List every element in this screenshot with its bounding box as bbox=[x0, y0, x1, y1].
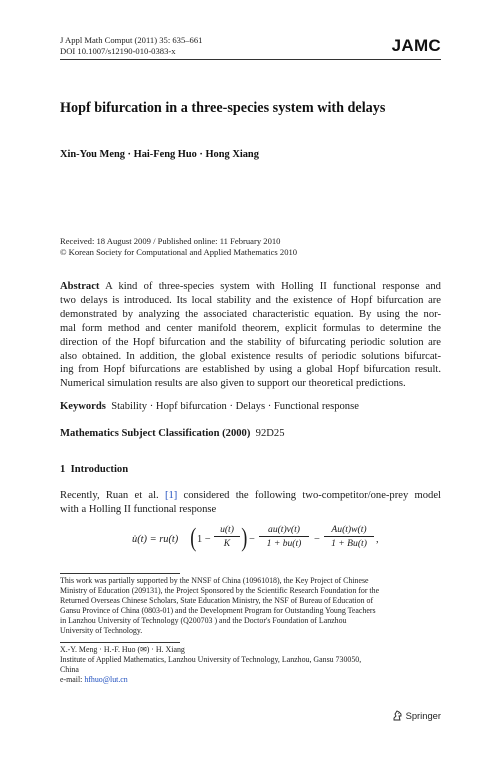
keywords-text: Stability · Hopf bifurcation · Delays · Functional response bbox=[111, 401, 359, 412]
publisher-name: Springer bbox=[405, 710, 441, 721]
affiliation-block bbox=[60, 645, 361, 685]
fraction-denominator: 1 + bu(t) bbox=[266, 538, 302, 549]
footnote-line: in Lanzhou University of Technology (Q200703 ) and the Doctor's Foundation of Lanzhou bbox=[60, 616, 347, 626]
keywords bbox=[60, 400, 441, 414]
abstract-line: Numerical simulation results are also given to support our theoretical predictions. bbox=[60, 378, 406, 390]
equation-right-paren: ) bbox=[241, 523, 248, 552]
copyright-notice: © Korean Society for Computational and Applied Mathematics 2010 bbox=[60, 247, 298, 257]
footnote-line: Gansu Province of China (0803-01) and the Development Program for Outstanding Young Teachers bbox=[60, 606, 376, 616]
author-list: Xin-You Meng · Hai-Feng Huo · Hong Xiang bbox=[60, 149, 259, 160]
equation-minus: − bbox=[314, 534, 320, 545]
header-rule bbox=[60, 59, 441, 60]
fraction-numerator: Au(t)w(t) bbox=[331, 524, 367, 535]
abstract bbox=[60, 280, 441, 391]
equation-fraction-2 bbox=[259, 524, 309, 549]
equation-fraction-1 bbox=[214, 524, 240, 549]
received-dates: Received: 18 August 2009 / Published online: 11 February 2010 bbox=[60, 236, 281, 246]
equation-comma: , bbox=[376, 534, 379, 545]
abstract-line: also obtained. In addition, the global existence results of periodic solutions bifurcat- bbox=[60, 350, 441, 362]
intro-text-post: considered the following two-competitor/one-prey model bbox=[177, 490, 441, 501]
abstract-line: ing from Hopf bifurcations are established by using a global Hopf bifurcation result. bbox=[60, 364, 441, 376]
springer-knight-icon bbox=[392, 710, 403, 721]
msc-classification bbox=[60, 427, 441, 441]
abstract-line: two delays is introduced. Its local stability and the existence of Hopf bifurcation are bbox=[60, 294, 441, 306]
affiliation-address: Institute of Applied Mathematics, Lanzhou University of Technology, Lanzhou, Gansu 730050, bbox=[60, 655, 362, 665]
abstract-line: mal form method and center manifold theorem, explicit formulas to determine the bbox=[60, 322, 441, 334]
footnote-line: Returned Overseas Chinese Scholars, State Education Ministry, the NSF of Bureau of Education of bbox=[60, 596, 374, 606]
intro-text-pre: Recently, Ruan et al. bbox=[60, 490, 165, 501]
footnote-line: This work was partially supported by the NNSF of China (10961018), the Key Project of Chinese bbox=[60, 576, 369, 585]
affiliation-names: X.-Y. Meng · H.-F. Huo (✉) · H. Xiang bbox=[60, 645, 185, 654]
abstract-label: Abstract bbox=[60, 281, 100, 292]
equation-minus: − bbox=[249, 534, 255, 545]
equation-fraction-3 bbox=[324, 524, 374, 549]
abstract-line: direction of the Hopf bifurcation and the stability of bifurcating periodic solution are bbox=[60, 336, 441, 348]
msc-label: Mathematics Subject Classification (2000) bbox=[60, 428, 251, 439]
journal-abbreviation: JAMC bbox=[391, 36, 441, 55]
msc-code: 92D25 bbox=[255, 428, 285, 439]
fraction-bar bbox=[324, 536, 374, 537]
fraction-numerator: u(t) bbox=[220, 524, 234, 535]
intro-paragraph bbox=[60, 489, 441, 517]
equation-lhs: u̇(t) = ru(t) bbox=[132, 534, 179, 545]
journal-doi: DOI 10.1007/s12190-010-0383-x bbox=[60, 46, 176, 56]
footnote-line: University of Technology. bbox=[60, 626, 143, 636]
abstract-line: demonstrated by analyzing the associated characteristic equation. By using the nor- bbox=[60, 308, 441, 320]
email-link[interactable]: hfhuo@lut.cn bbox=[84, 675, 128, 685]
fraction-bar bbox=[214, 536, 240, 537]
funding-footnote bbox=[60, 576, 379, 637]
affiliation-rule bbox=[60, 642, 180, 643]
fraction-denominator: 1 + Bu(t) bbox=[331, 538, 367, 549]
affiliation-country: China bbox=[60, 665, 79, 675]
intro-line: with a Holling II functional response bbox=[60, 503, 217, 515]
journal-volume-pages: J Appl Math Comput (2011) 35: 635–661 bbox=[60, 35, 203, 45]
equation-left-paren: ( bbox=[190, 523, 197, 552]
abstract-line: A kind of three-species system with Holling II functional response and bbox=[105, 281, 441, 292]
fraction-numerator: au(t)v(t) bbox=[268, 524, 300, 535]
journal-citation bbox=[60, 35, 202, 57]
keywords-label: Keywords bbox=[60, 401, 106, 412]
citation-link[interactable]: [1] bbox=[164, 490, 178, 501]
footnote-line: Ministry of Education (209131), the Project Sponsored by the Scientific Research Foundation for the bbox=[60, 586, 380, 596]
paper-title: Hopf bifurcation in a three-species system with delays bbox=[60, 100, 386, 116]
springer-logo bbox=[392, 710, 441, 721]
section-heading: 1 Introduction bbox=[60, 464, 129, 475]
fraction-denominator: K bbox=[223, 538, 231, 549]
equation-one-minus: 1 − bbox=[197, 534, 211, 545]
footnote-rule bbox=[60, 573, 180, 574]
fraction-bar bbox=[259, 536, 309, 537]
email-label: e-mail: bbox=[60, 675, 85, 685]
